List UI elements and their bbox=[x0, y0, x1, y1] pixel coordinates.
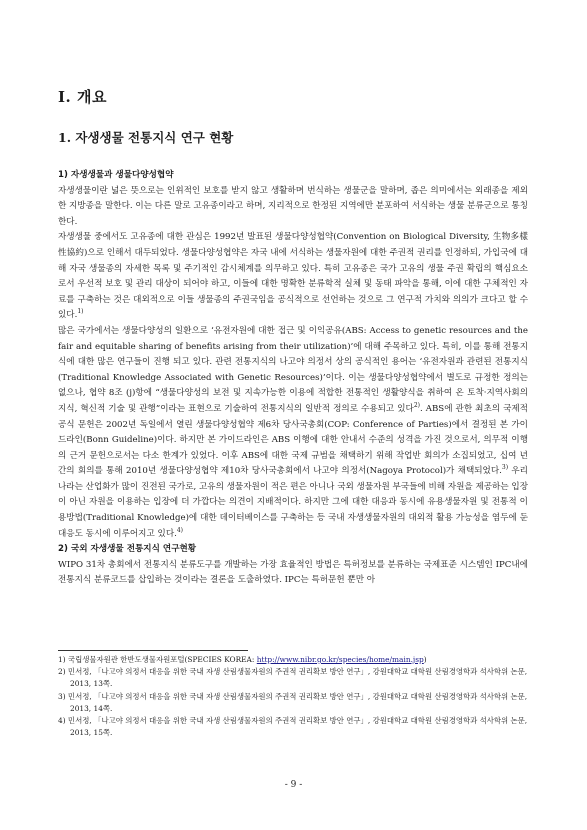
page-number: - 9 - bbox=[284, 780, 303, 790]
footnote-2: 2) 민서정, 「나고야 의정서 대응을 위한 국내 자생 산림생물자원의 주권적 권리확보 방안 연구」, 강원대학교 대학원 산림경영학과 석사학위 논문, 2013, 13쪽. bbox=[58, 667, 528, 689]
paragraph-3c-text: 우리나라는 산업화가 많이 진전된 국가로, 고유의 생물자원이 적은 편은 아니나 국외 생물자원 부국들에 비해 자원을 제공하는 입장이 아닌 자원을 이용하는 입장에 더 가깝다는 의견이 지배적이다. 하지만 그에 대한 대응과 동시에 유용생물자원 및 전통적 이용방법(Traditional Knowledge)에 대한 데이터베이스를 구축하는 등 국내 자생생물자원의 대외적 활용 가능성을 염두에 둔 대응도 동시에 이루어지고 있다. bbox=[58, 466, 528, 539]
paragraph-2 bbox=[58, 230, 528, 324]
footnote-ref-2: 2) bbox=[413, 402, 421, 410]
paragraph-3a-text: 많은 국가에서는 생물다양성의 일환으로 ‘유전자원에 대한 접근 및 이익공유(ABS: Access to genetic resources and the fair and equitable sharing of benefits arising from their utilization)’에 대해 주목하고 있다. 특히, 이를 통해 전통지식에 대한 많은 연구들이 진행 되고 있다. 관련 전통지식의 나고야 의정서 상의 공식적인 용어는 ‘유전자원과 관련된 전통지식(Traditional Knowledge Associated with Genetic Resources)’이다. 이는 생물다양성협약에서 별도로 규정한 정의는 없으나, 협약 8조 (j)항에 “생물다양성의 보전 및 지속가능한 이용에 적합한 전통적인 생활양식을 취하여 온 토착·지역사회의 지식, 혁신적 기술 및 관행”이라는 표현으로 기술하여 전통지식의 일반적 정의로 수용되고 있다 bbox=[58, 325, 528, 414]
footnote-1 bbox=[58, 654, 528, 666]
subsection-title-2: 2) 국외 자생생물 전통지식 연구현황 bbox=[58, 544, 197, 555]
footnote-ref-3: 3) bbox=[501, 464, 509, 472]
footnote-divider bbox=[58, 650, 248, 651]
section-title: 1. 자생생물 전통지식 연구 현황 bbox=[58, 130, 234, 145]
paragraph-2-text: 자생생물 중에서도 고유종에 대한 관심은 1992년 발표된 생물다양성협약(Convention on Biological Diversity, 生物多樣性協約)으로 인해서 대두되었다. 생물다양성협약은 자국 내에 서식하는 생물자원에 대한 주권적 권리를 인정하되, 가입국에 대해 자국 생물종의 자세한 목록 및 주기적인 감시체계를 의무하고 있다. 특히 고유종은 국가 고유의 생물 주권 확립의 핵심요소로서 우선적 보호 및 관리 대상이 되어야 하고, 이들에 대한 명확한 분류학적 실체 및 동태 파악을 통해, 이에 대한 구체적인 자료를 구축하는 것은 대외적으로 이들 생물종의 주권국임을 공식적으로 선언하는 것으로 그 연구적 가치와 의의가 크다고 할 수 있다. bbox=[58, 232, 528, 321]
paragraph-1: 자생생물이란 넓은 뜻으로는 인위적인 보호를 받지 않고 생활하며 번식하는 생물군을 말하며, 좁은 의미에서는 외래종을 제외한 지방종을 말한다. 이는 다른 말로 고유종이라고 하며, 지리적으로 한정된 지역에만 분포하여 서식하는 생물 분류군으로 통칭한다. bbox=[58, 185, 528, 227]
footnote-ref-1: 1) bbox=[77, 308, 84, 316]
subsection-title-1: 1) 자생생물과 생물다양성협약 bbox=[58, 170, 174, 180]
footnote-1-text: 1) 국립생물자원관 한반도생물자원포털(SPECIES KOREA: bbox=[58, 655, 257, 664]
footnote-4: 4) 민서정, 「나고야 의정서 대응을 위한 국내 자생 산림생물자원의 주권적 권리확보 방안 연구」, 강원대학교 대학원 산림경영학과 석사학위 논문, 2013, 15쪽. bbox=[58, 716, 528, 738]
footnote-1-end: ) bbox=[423, 655, 427, 664]
chapter-title: I. 개요 bbox=[58, 88, 107, 106]
paragraph-3 bbox=[58, 324, 528, 542]
footnotes bbox=[58, 654, 528, 739]
body-text bbox=[58, 168, 528, 589]
footnote-ref-4: 4) bbox=[176, 526, 184, 534]
paragraph-4: WIPO 31차 총회에서 전통지식 분류도구를 개발하는 가장 효율적인 방법은 특허정보를 분류하는 국제표준 시스템인 IPC내에 전통지식 분류코드를 삽입하는 것이라는 결론을 도출하였다. IPC는 특허문헌 뿐만 아 bbox=[58, 559, 528, 586]
paragraph-3b-text: . ABS에 관한 최초의 국제적 공식 문헌은 2002년 독일에서 열린 생물다양성협약 제6차 당사국총회(COP: Conference of Parties)에서 결정된 본 가이드라인(Bonn Guideline)이다. 하지만 본 가이드라인은 ABS 이행에 대한 안내서 수준의 성격을 가진 것으로서, 의무적 이행의 근거 문헌으로서는 다소 한계가 있었다. 이후 ABS에 대한 국제 규범을 채택하기 위해 작업반 회의가 소집되었고, 십여 년 간의 회의를 통해 2010년 생물다양성협약 제10차 당사국총회에서 나고야 의정서(Nagoya Protocol)가 채택되었다. bbox=[58, 403, 528, 477]
footnote-3: 3) 민서정, 「나고야 의정서 대응을 위한 국내 자생 산림생물자원의 주권적 권리확보 방안 연구」, 강원대학교 대학원 산림경영학과 석사학위 논문, 2013, 14쪽. bbox=[58, 691, 528, 713]
footnote-1-link[interactable]: http://www.nibr.go.kr/species/home/main.jsp bbox=[256, 655, 424, 664]
